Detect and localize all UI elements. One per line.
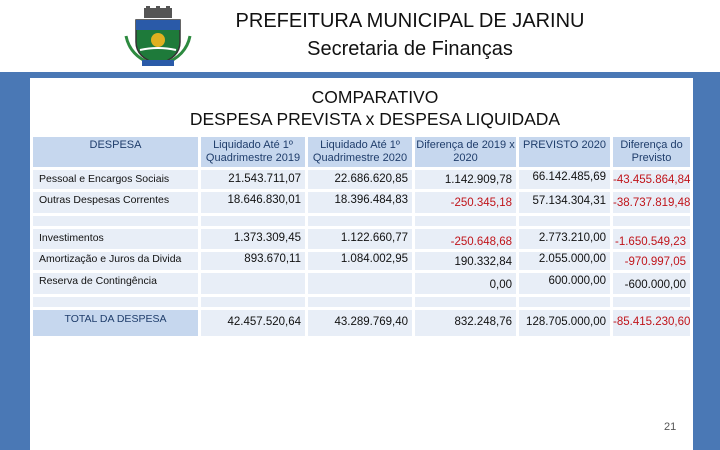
total-previsto: 128.705.000,00 [519, 310, 610, 336]
row-diferenca-previsto: -38.737.819,48 [613, 192, 690, 213]
header-title [200, 7, 620, 63]
municipality-name: PREFEITURA MUNICIPAL DE JARINU [235, 10, 585, 32]
spacer-cell [613, 297, 690, 307]
row-label: Investimentos [33, 229, 198, 249]
municipal-coat-of-arms-icon [122, 6, 194, 68]
col-header-diferenca: Diferença de 2019 x 2020 [415, 137, 516, 167]
spacer-cell [519, 297, 610, 307]
row-diferenca-previsto: -1.650.549,23 [613, 229, 690, 249]
spacer-cell [33, 297, 198, 307]
col-header-liquidado-2020: Liquidado Até 1º Quadrimestre 2020 [308, 137, 412, 167]
col-header-diferenca-previsto: Diferença do Previsto [613, 137, 690, 167]
spacer-cell [201, 297, 305, 307]
row-diferenca: 0,00 [415, 273, 516, 294]
row-liquidado-2020 [308, 273, 412, 294]
row-liquidado-2019 [201, 273, 305, 294]
row-label: Reserva de Contingência [33, 273, 198, 294]
total-diferenca-previsto: -85.415.230,60 [613, 310, 690, 336]
row-previsto: 57.134.304,31 [519, 192, 610, 213]
row-diferenca-previsto: -600.000,00 [613, 273, 690, 294]
row-liquidado-2020: 1.084.002,95 [308, 252, 412, 270]
header-divider [30, 72, 693, 78]
row-label: Amortização e Juros da Divida [33, 252, 198, 270]
row-diferenca-previsto: -43.455.864,84 [613, 170, 690, 189]
col-header-previsto: PREVISTO 2020 [519, 137, 610, 167]
left-accent-bar [0, 72, 30, 450]
row-label: Pessoal e Encargos Sociais [33, 170, 198, 189]
row-previsto: 2.055.000,00 [519, 252, 610, 270]
spacer-cell [415, 216, 516, 226]
row-diferenca-previsto: -970.997,05 [613, 252, 690, 270]
total-label: TOTAL DA DESPESA [33, 310, 198, 336]
spacer-cell [415, 297, 516, 307]
spacer-cell [613, 216, 690, 226]
row-diferenca: 1.142.909,78 [415, 170, 516, 189]
row-liquidado-2019: 18.646.830,01 [201, 192, 305, 213]
row-liquidado-2020: 1.122.660,77 [308, 229, 412, 249]
slide-title-line2: DESPESA PREVISTA x DESPESA LIQUIDADA [189, 109, 561, 129]
total-liquidado-2020: 43.289.769,40 [308, 310, 412, 336]
row-liquidado-2020: 18.396.484,83 [308, 192, 412, 213]
row-previsto: 66.142.485,69 [519, 170, 610, 189]
spacer-cell [201, 216, 305, 226]
row-diferenca: -250.345,18 [415, 192, 516, 213]
row-liquidado-2019: 893.670,11 [201, 252, 305, 270]
row-liquidado-2019: 1.373.309,45 [201, 229, 305, 249]
right-accent-bar [693, 72, 720, 450]
col-header-liquidado-2019: Liquidado Até 1º Quadrimestre 2019 [201, 137, 305, 167]
col-header-despesa: DESPESA [33, 137, 198, 167]
row-liquidado-2020: 22.686.620,85 [308, 170, 412, 189]
spacer-cell [519, 216, 610, 226]
slide-title-line1: COMPARATIVO [311, 87, 439, 107]
total-diferenca: 832.248,76 [415, 310, 516, 336]
spacer-cell [33, 216, 198, 226]
row-diferenca: 190.332,84 [415, 252, 516, 270]
row-previsto: 2.773.210,00 [519, 229, 610, 249]
total-liquidado-2019: 42.457.520,64 [201, 310, 305, 336]
row-previsto: 600.000,00 [519, 273, 610, 294]
spacer-cell [308, 216, 412, 226]
row-diferenca: -250.648,68 [415, 229, 516, 249]
page-number: 21 [664, 421, 677, 433]
row-label: Outras Despesas Correntes [33, 192, 198, 213]
slide-title [140, 86, 610, 130]
spacer-cell [308, 297, 412, 307]
department-name: Secretaria de Finanças [307, 38, 513, 60]
row-liquidado-2019: 21.543.711,07 [201, 170, 305, 189]
